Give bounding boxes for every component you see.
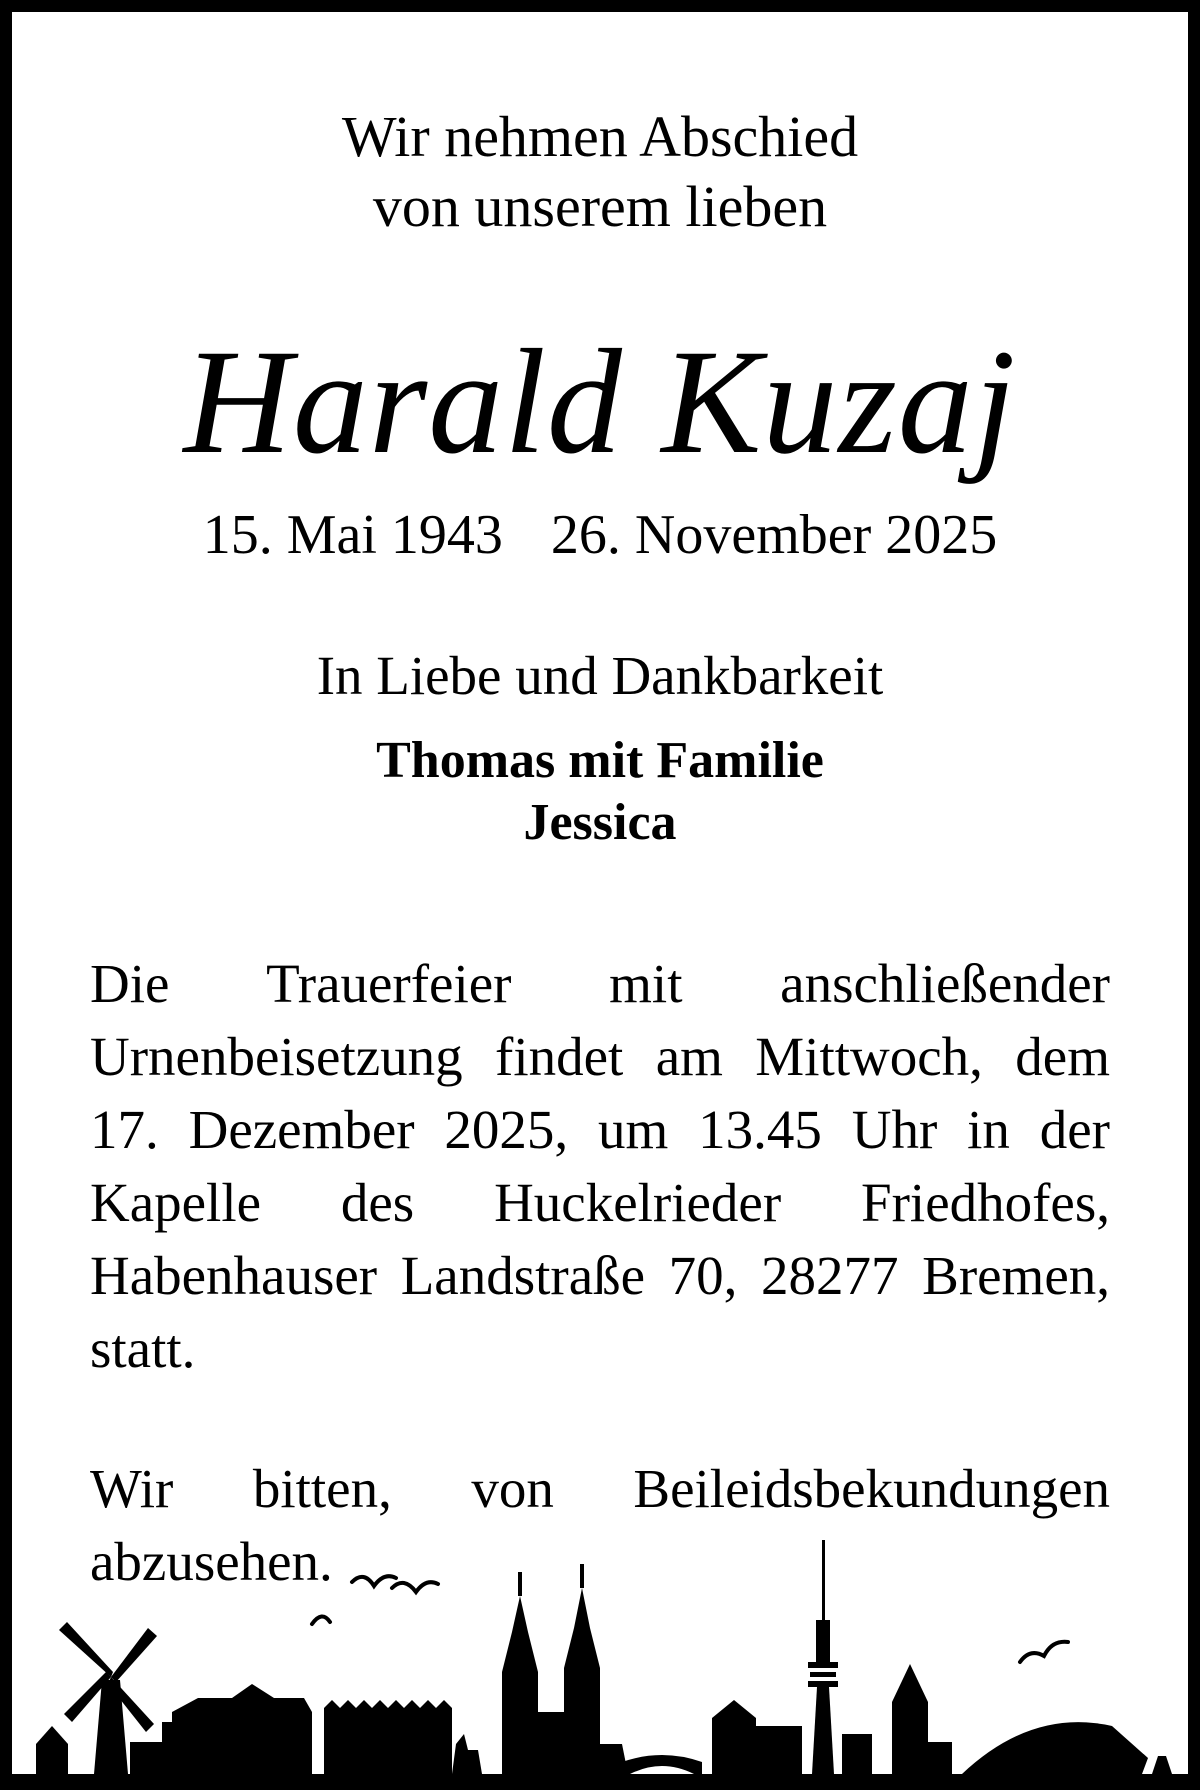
ground-strip [12,1774,1188,1790]
tv-tower-icon [808,1540,838,1774]
house-silhouette [712,1700,756,1774]
house-silhouette [928,1742,952,1774]
thanks-line: In Liebe und Dankbarkeit [316,645,884,706]
life-dates [12,500,1188,570]
arena-dome-silhouette [962,1722,1148,1774]
mourners [12,730,1188,854]
house-silhouette [1152,1756,1172,1774]
intro-line-2: von unserem lieben [372,174,828,239]
ship-silhouette [452,1734,482,1774]
intro-line-1: Wir nehmen Abschied [341,104,859,169]
death-date: 26. November 2025 [550,504,998,566]
intro-text [12,102,1188,242]
building-silhouette [324,1700,452,1774]
city-skyline-silhouette [12,1512,1188,1790]
birth-date: 15. Mai 1943 [202,504,503,566]
house-silhouette [842,1734,872,1774]
mourner-line-2: Jessica [523,794,677,851]
deceased-name: Harald Kuzaj [183,319,1017,485]
house-silhouette [36,1726,68,1774]
seagull-icon [312,1576,1068,1662]
cathedral-icon [502,1564,628,1774]
townhall-silhouette [172,1684,312,1774]
bridge-silhouette [622,1755,702,1774]
mourner-line-1: Thomas mit Familie [376,732,824,789]
ceremony-paragraph: Die Trauerfeier mit anschließender Urnenbeisetzung findet am Mittwoch, dem 17. Dezember 2025, um 13.45 Uhr in der Kapelle des Huckelrieder Friedhofes, Habenhauser Landstraße 70, 28277 Bremen, statt. [90,953,1110,1379]
building-silhouette [756,1726,802,1774]
condolence-request: Wir bitten, von Beileidsbekundungen abzusehen. [90,1458,1110,1592]
church-silhouette [892,1664,928,1774]
